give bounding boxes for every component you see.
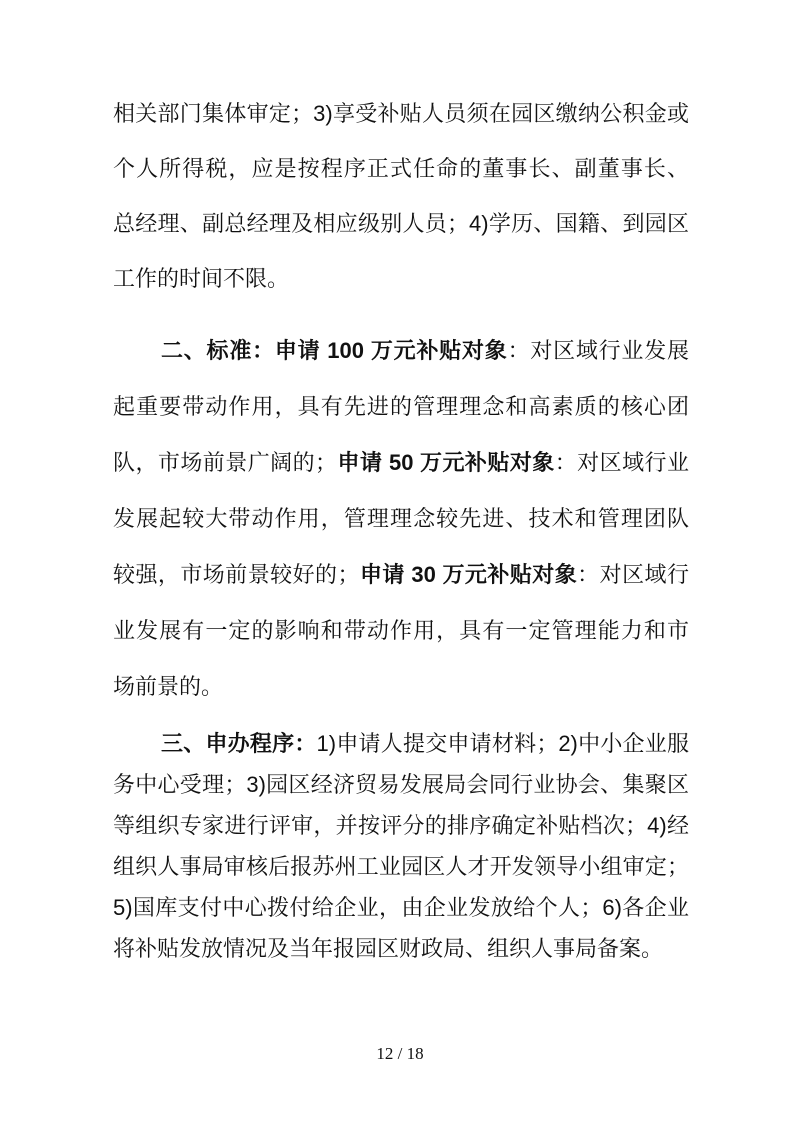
text-run: 总经理、副总经理及相应级别人员；4)学历、国籍、到园区 [113,211,689,236]
text-line [113,659,689,715]
bold-text-run: 三、申办程序： [161,731,317,756]
text-line [113,805,689,846]
text-run: 1)申请人提交申请材料；2)中小企业服 [316,731,689,756]
text-line [113,547,689,603]
text-run: 务中心受理；3)园区经济贸易发展局会同行业协会、集聚区 [113,772,689,797]
paragraph-standards [113,323,689,715]
text-run: 相关部门集体审定；3)享受补贴人员须在园区缴纳公积金或 [113,101,689,126]
text-line [113,141,689,196]
document-body [113,86,689,969]
text-run: 起重要带动作用，具有先进的管理理念和高素质的核心团 [113,394,689,419]
page-number: 12 / 18 [376,1044,424,1063]
text-line [113,846,689,887]
text-line [113,723,689,764]
text-line [113,435,689,491]
text-run: 5)国库支付中心拨付给企业，由企业发放给个人；6)各企业 [113,895,689,920]
text-run: ：对区域行业发展 [507,338,689,363]
text-line [113,928,689,969]
text-line [113,603,689,659]
text-run: 将补贴发放情况及当年报园区财政局、组织人事局备案。 [113,936,664,961]
text-line [113,251,689,306]
text-run: 发展起较大带动作用，管理理念较先进、技术和管理团队 [113,506,689,531]
text-run: 队，市场前景广阔的； [113,450,338,475]
page-footer [0,1044,800,1064]
text-line [113,86,689,141]
text-line [113,379,689,435]
text-line [113,764,689,805]
text-line [113,196,689,251]
text-run: 场前景的。 [113,674,224,699]
text-line [113,887,689,928]
bold-text-run: 申请 50 万元补贴对象 [337,450,555,475]
text-run: ：对区域行 [577,562,689,587]
text-run: 业发展有一定的影响和带动作用，具有一定管理能力和市 [113,618,689,643]
text-run: 工作的时间不限。 [113,266,290,291]
paragraph-application-procedure [113,723,689,969]
text-run: 等组织专家进行评审，并按评分的排序确定补贴档次；4)经 [113,813,689,838]
bold-text-run: 二、标准：申请 100 万元补贴对象 [161,338,508,363]
text-line [113,323,689,379]
text-run: ：对区域行业 [554,450,689,475]
text-run: 个人所得税，应是按程序正式任命的董事长、副董事长、 [113,156,689,181]
text-run: 较强，市场前景较好的； [113,562,360,587]
bold-text-run: 申请 30 万元补贴对象 [359,562,578,587]
text-run: 组织人事局审核后报苏州工业园区人才开发领导小组审定； [113,854,689,879]
text-line [113,491,689,547]
paragraph-eligibility-continued [113,86,689,306]
